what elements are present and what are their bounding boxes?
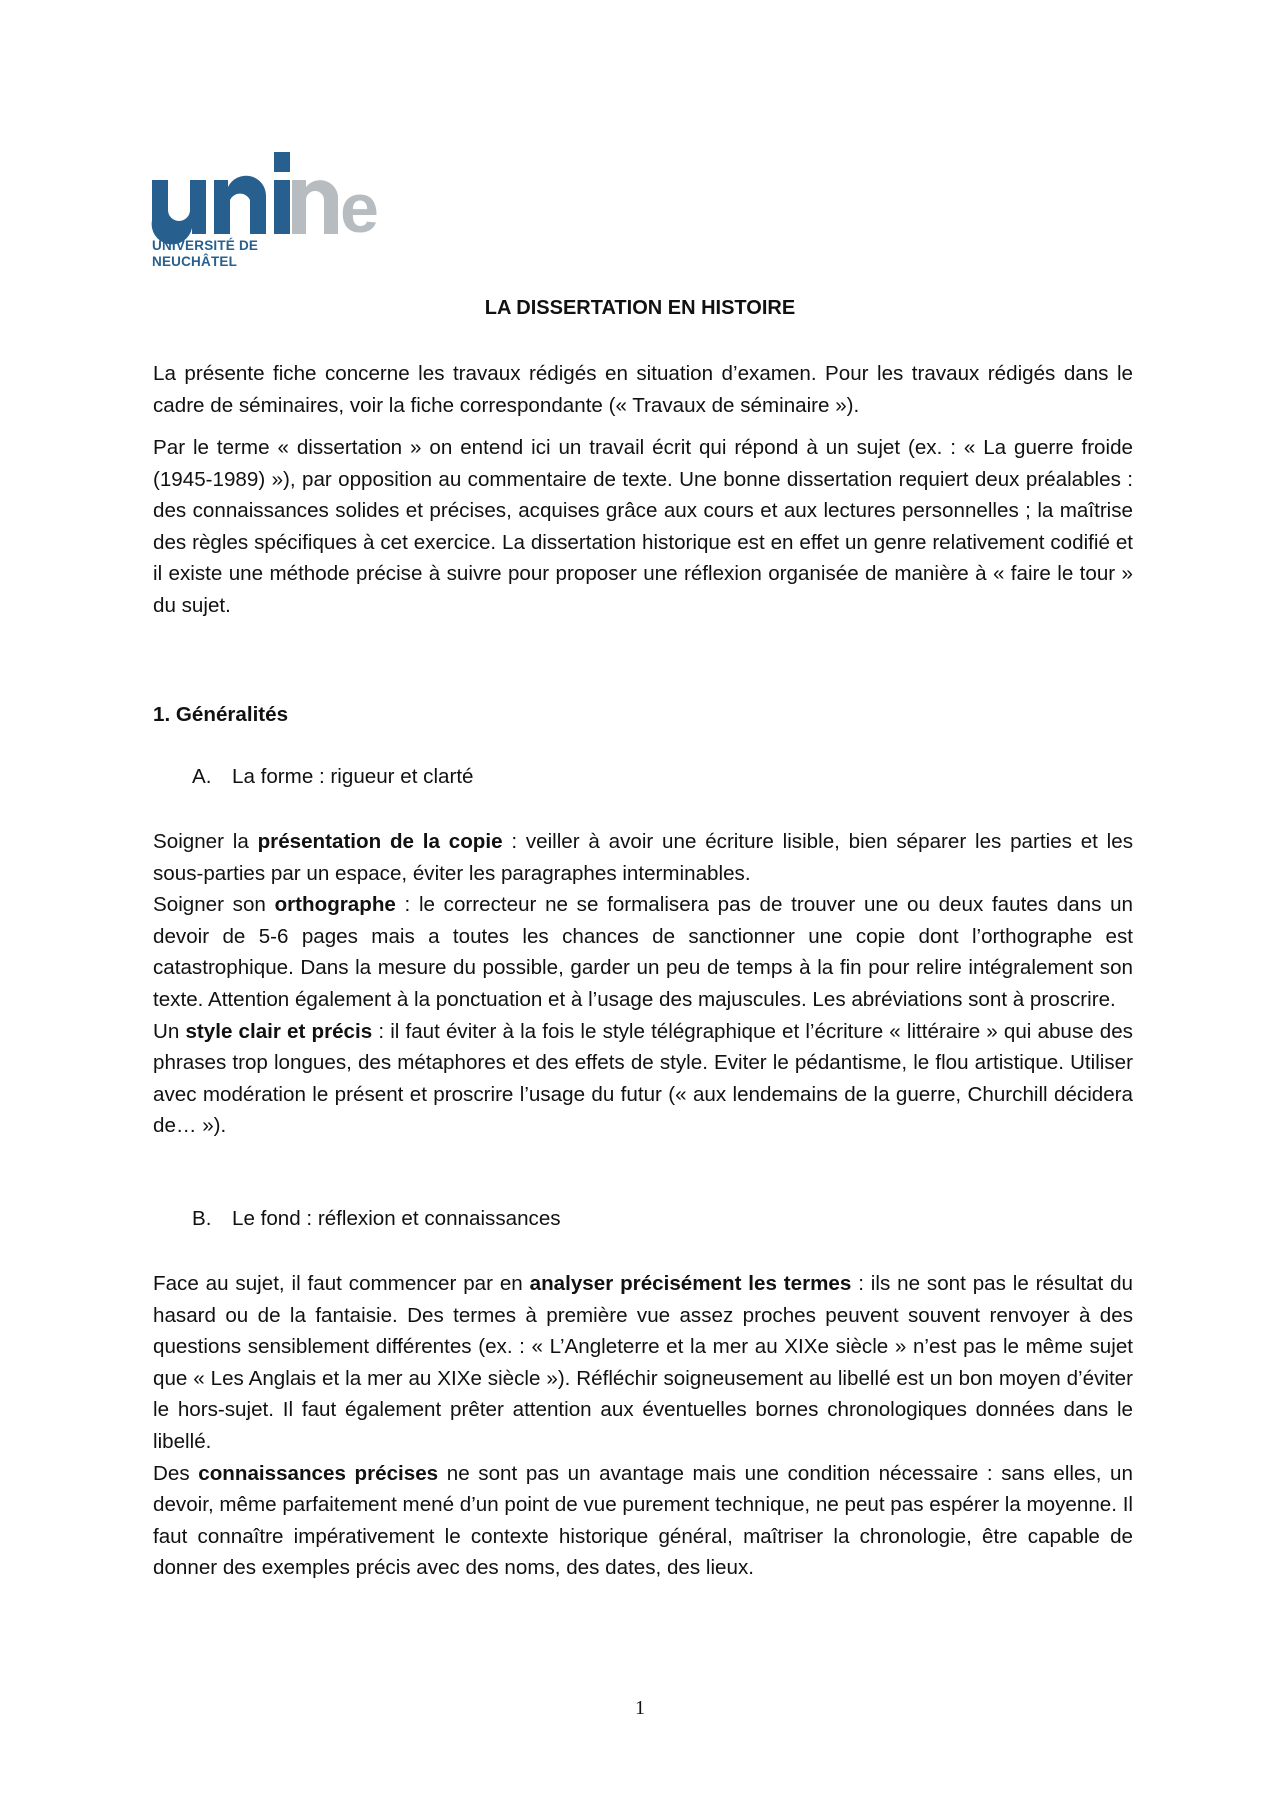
intro-paragraph-2: Par le terme « dissertation » on entend ici un travail écrit qui répond à un sujet (ex. : « La guerre froide (1945-1989) »), par opposition au commentaire de texte. Une bonne dissertation requiert deux préalables : des connaissances solides et précises, acquises grâce aux cours et aux lectures personnelles ; la maîtrise des règles spécifiques à cet exercice. La dissertation historique est en effet un genre relativement codifié et il existe une méthode précise à suivre pour proposer une réflexion organisée de manière à « faire le tour » du sujet.: [153, 436, 1133, 617]
fond-paragraphs: [153, 1268, 1133, 1584]
wordmark-e-glyph: e: [340, 169, 379, 247]
institution-name: [152, 238, 258, 270]
university-logo: [152, 148, 379, 276]
analyse-post: : ils ne sont pas le résultat du hasard ou de la fantaisie. Des termes à première vue assez proches peuvent souvent renvoyer à des questions sensiblement différentes (ex. : « L’Angleterre et la mer au XIXe siècle » n’est pas le même sujet que « Les Anglais et la mer au XIXe siècle »). Réfléchir soigneusement au libellé est un bon moyen d’éviter le hors-sujet. Il faut également prêter attention aux éventuelles bornes chronologiques données dans le libellé.: [153, 1272, 1133, 1453]
connaissances-pre: Des: [153, 1461, 199, 1485]
subsection-a-heading: [192, 765, 474, 789]
subsection-a-letter: A.: [192, 765, 212, 788]
orthographe-bold: orthographe: [274, 893, 396, 917]
style-paragraph: [153, 1016, 1133, 1142]
style-bold: style clair et précis: [185, 1019, 373, 1043]
subsection-b-label: Le fond : réflexion et connaissances: [232, 1207, 561, 1230]
style-post: : il faut éviter à la fois le style télégraphique et l’écriture « littéraire » qui abuse des phrases trop longues, des métaphores et des effets de style. Eviter le pédantisme, le flou artistique. Utiliser avec modération le présent et proscrire l’usage du futur (« aux lendemains de la guerre, Churchill décidera de… »).: [153, 1019, 1133, 1138]
intro-paragraph-1: La présente fiche concerne les travaux rédigés en situation d’examen. Pour les travaux rédigés dans le cadre de séminaires, voir la fiche correspondante (« Travaux de séminaire »).: [153, 362, 1133, 417]
institution-line-1: UNIVERSITÉ DE: [152, 238, 259, 253]
orthographe-paragraph: [153, 889, 1133, 1015]
presentation-post: : veiller à avoir une écriture lisible, bien séparer les parties et les sous-parties par un espace, éviter les paragraphes interminables.: [153, 830, 1133, 885]
style-pre: Un: [153, 1019, 186, 1043]
analyse-pre: Face au sujet, il faut commencer par en: [153, 1272, 530, 1295]
institution-line-2: NEUCHÂTEL: [152, 254, 238, 269]
analyse-bold: analyser précisément les termes: [529, 1272, 852, 1295]
forme-paragraphs: [153, 826, 1133, 1142]
orthographe-post: : le correcteur ne se formalisera pas de trouver une ou deux fautes dans un devoir de 5-6 pages mais a toutes les chances de sanctionner une copie dont l’orthographe est catastrophique. Dans la mesure du possible, garder un peu de temps à la fin pour relire intégralement son texte. Attention également à la ponctuation et à l’usage des majuscules. Les abréviations sont à proscrire.: [153, 893, 1133, 1011]
section-heading-generalites: 1. Généralités: [153, 703, 289, 726]
connaissances-paragraph: [153, 1458, 1133, 1584]
subsection-a-label: La forme : rigueur et clarté: [232, 765, 474, 788]
presentation-paragraph: [153, 826, 1133, 889]
analyse-paragraph: [153, 1268, 1133, 1458]
presentation-bold: présentation de la copie: [257, 830, 503, 853]
subsection-b-letter: B.: [192, 1207, 212, 1230]
connaissances-bold: connaissances précises: [198, 1461, 439, 1485]
page-number: 1: [635, 1697, 645, 1719]
connaissances-post: ne sont pas un avantage mais une condition nécessaire : sans elles, un devoir, même parfaitement mené d’un point de vue purement technique, ne peut pas espérer la moyenne. Il faut connaître impérativement le contexte historique général, maîtriser la chronologie, être capable de donner des exemples précis avec des noms, des dates, des lieux.: [153, 1461, 1133, 1580]
presentation-pre: Soigner la: [153, 830, 258, 853]
subsection-b-heading: [192, 1207, 561, 1231]
document-title: LA DISSERTATION EN HISTOIRE: [484, 297, 796, 319]
orthographe-pre: Soigner son: [153, 893, 275, 917]
wordmark-u-n-i: [152, 152, 290, 244]
